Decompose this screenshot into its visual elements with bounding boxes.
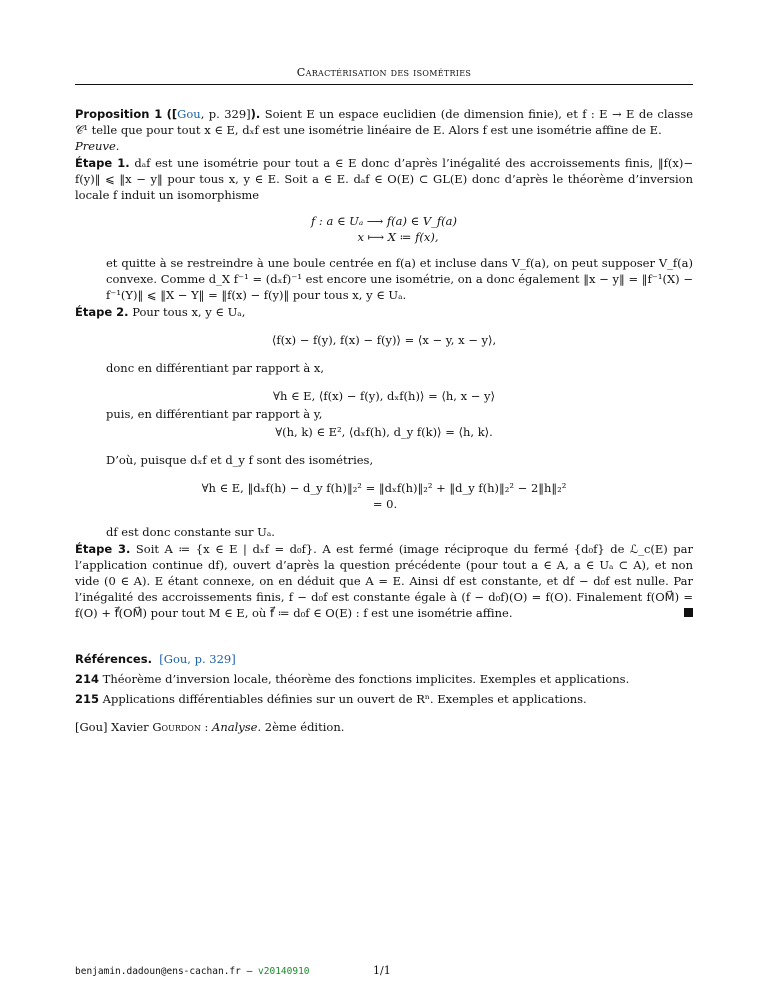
- step-2-display-1: ⟨f(x) − f(y), f(x) − f(y)⟩ = ⟨x − y, x − y⟩,: [271, 333, 497, 347]
- step-2-display-3: ∀(h, k) ∈ E², ⟨dₓf(h), d_y f(k)⟩ = ⟨h, k⟩.: [275, 425, 493, 439]
- proposition: Proposition 1 ([Gou, p. 329]). Soient E un espace euclidien (de dimension finie), et f : E → E de classe 𝒞¹ telle que pour tout x ∈ E, dₓf est une isométrie linéaire de E. Alors f est une isométrie affine de E.: [75, 107, 694, 137]
- proposition-text: Soient E un espace euclidien (de dimension finie), et f : E → E de classe 𝒞¹ telle que pour tout x ∈ E, dₓf est une isométrie linéaire de E. Alors f est une isométrie affine de E.: [75, 107, 694, 137]
- document-body: [75, 106, 693, 735]
- step-2-display-5: = 0.: [372, 497, 398, 511]
- footer-version: v20140910: [258, 966, 310, 977]
- proposition-label: Proposition 1: [75, 107, 163, 121]
- references-label: Références.: [75, 652, 152, 666]
- step-2-text-2: donc en différentiant par rapport à x,: [106, 361, 325, 375]
- step-2-text-5: df est donc constante sur Uₐ.: [106, 525, 275, 539]
- step-1-text: dₐf est une isométrie pour tout a ∈ E donc d’après l’inégalité des accroissements finis, ‖f(x)− f(y)‖ ⩽ ‖x − y‖ pour tous x, y ∈ E. Soit a ∈ E. dₐf ∈ O(E) ⊂ GL(E) donc d’après le théorème d’inversion locale f induit un isomorphisme: [75, 156, 693, 202]
- page-header: Caractérisation des isométries: [296, 66, 472, 79]
- references-citation[interactable]: [Gou, p. 329]: [159, 652, 236, 666]
- qed-square-icon: [684, 608, 693, 617]
- step-1: [75, 155, 693, 303]
- step-1-label: Étape 1.: [75, 156, 130, 170]
- bibliography-entry: [Gou] Xavier Gourdon : Analyse. 2ème édition.: [75, 720, 345, 734]
- header-rule: [75, 84, 693, 85]
- step-1-display-1: f : a ∈ Uₐ ⟶ f(a) ∈ V_f(a): [311, 214, 457, 228]
- step-2-text-1: Pour tous x, y ∈ Uₐ,: [132, 305, 246, 319]
- footer-email[interactable]: benjamin.dadoun@ens-cachan.fr: [75, 966, 241, 977]
- step-2-text-3: puis, en différentiant par rapport à y,: [106, 407, 323, 421]
- step-2-display-2: ∀h ∈ E, ⟨f(x) − f(y), dₓf(h)⟩ = ⟨h, x − y⟩: [273, 389, 495, 403]
- step-2-display-4: ∀h ∈ E, ‖dₓf(h) − d_y f(h)‖₂² = ‖dₓf(h)‖₂² + ‖d_y f(h)‖₂² − 2‖h‖₂²: [201, 481, 567, 495]
- step-1-display-2: x ⟼ X ≔ f(x),: [357, 230, 439, 244]
- proof-label: Preuve.: [75, 139, 120, 153]
- step-2-label: Étape 2.: [75, 305, 129, 319]
- reference-item: 214 Théorème d’inversion locale, théorème des fonctions implicites. Exemples et applications.: [75, 672, 630, 686]
- step-3-text: Soit A ≔ {x ∈ E | dₓf = d₀f}. A est fermé (image réciproque du fermé {d₀f} de ℒ_c(E) par l’application continue df), ouvert d’après la question précédente (pour tout a ∈ A, a ∈ Uₐ ⊂ A), et non vide (0 ∈ A). E étant connexe, on en déduit que A = E. Ainsi df est constante, et df − d₀f est nulle. Par l’inégalité des accroissements finis, f − d₀f est constante égale à (f − d₀f)(O) = f(O). Finalement f(OM⃗) = f(O) + f⃗(OM⃗) pour tout M ∈ E, où f⃗ ≔ d₀f ∈ O(E) : f est une isométrie affine.: [75, 542, 693, 620]
- page-number: 1/1: [373, 964, 391, 977]
- step-2-text-4: D’où, puisque dₓf et d_y f sont des isométries,: [106, 453, 374, 467]
- step-3: [75, 541, 693, 621]
- references: [75, 651, 693, 735]
- proposition-citation[interactable]: Gou: [177, 107, 201, 121]
- step-2: [75, 304, 693, 540]
- proposition-citation-page: , p. 329]: [200, 107, 251, 121]
- step-1-text-2: et quitte à se restreindre à une boule centrée en f(a) et incluse dans V_f(a), on peut supposer V_f(a) convexe. Comme d_X f⁻¹ = (dₓf)⁻¹ est encore une isométrie, on a donc également ‖x − y‖ = ‖f⁻¹(X) − f⁻¹(Y)‖ ⩽ ‖X − Y‖ = ‖f(x) − f(y)‖ pour tous x, y ∈ Uₐ.: [106, 256, 693, 302]
- reference-item: 215 Applications différentiables définies sur un ouvert de Rⁿ. Exemples et applications.: [75, 692, 587, 706]
- step-3-label: Étape 3.: [75, 542, 131, 556]
- footer: benjamin.dadoun@ens-cachan.fr – v20140910: [75, 966, 310, 977]
